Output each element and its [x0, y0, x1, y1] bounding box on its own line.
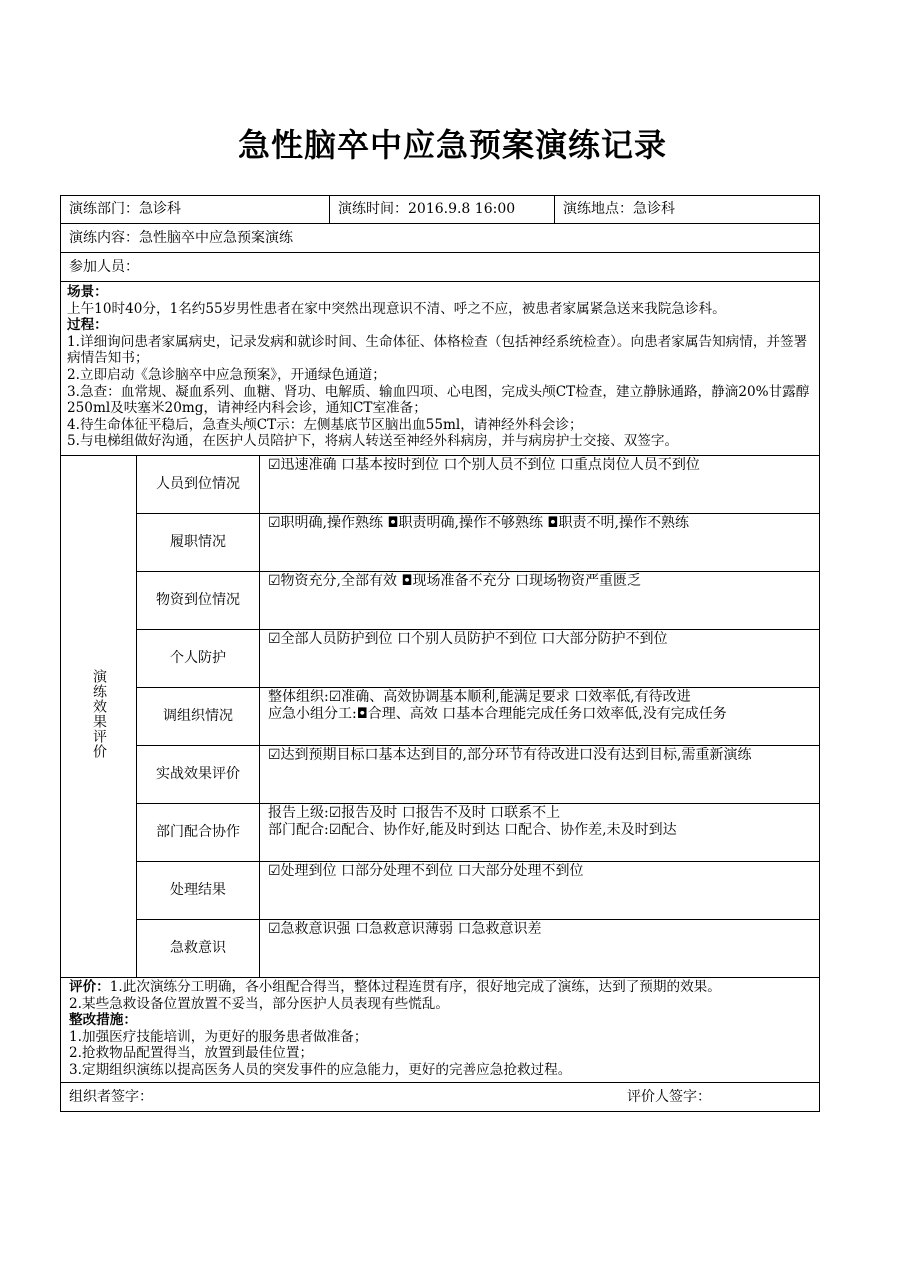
header-row [61, 196, 820, 224]
eval-options [260, 920, 820, 978]
eval-options [260, 804, 820, 862]
location-cell: 演练地点：急诊科 [555, 196, 820, 224]
scenario-cell [61, 282, 820, 456]
department-cell: 演练部门：急诊科 [61, 196, 330, 224]
process-label: 过程： [67, 317, 108, 334]
eval-label: 处理结果 [137, 862, 260, 920]
time-cell: 演练时间：2016.9.8 16:00 [330, 196, 555, 224]
summary-eval-text: 1.此次演练分工明确，各小组配合得当，整体过程连贯有序，很好地完成了演练，达到了预期的效果。 [109, 979, 721, 995]
eval-row [61, 514, 820, 572]
eval-options [260, 572, 820, 630]
eval-option-line: ☑急救意识强 口急救意识薄弱 口急救意识差 [268, 921, 542, 937]
content-row [61, 224, 820, 253]
fix-line: 2.抢救物品配置得当，放置到最佳位置； [69, 1045, 314, 1062]
eval-label: 实战效果评价 [137, 746, 260, 804]
page-title: 急性脑卒中应急预案演练记录 [237, 126, 667, 164]
eval-options [260, 630, 820, 688]
eval-options [260, 862, 820, 920]
eval-option-line: 报告上级:☑报告及时 口报告不及时 口联系不上 [268, 805, 561, 821]
process-step: 3.急查：血常规、凝血系列、血糖、肾功、电解质、输血四项、心电图，完成头颅CT检查，建立静脉通路，静滴20%甘露醇250ml及呋塞米20mg，请神经内科会诊，通知CT室准备； [67, 383, 810, 417]
summary-eval-label: 评价： [69, 979, 110, 995]
eval-label: 部门配合协作 [137, 804, 260, 862]
fix-label: 整改措施： [69, 1012, 137, 1029]
eval-row [61, 862, 820, 920]
eval-option-line: ☑达到预期目标口基本达到目的,部分环节有待改进口没有达到目标,需重新演练 [268, 747, 752, 763]
participants-cell: 参加人员： [61, 253, 820, 282]
eval-option-line: 整体组织:☑准确、高效协调基本顺利,能满足要求 口效率低,有待改进 [268, 689, 691, 705]
drill-record-table [60, 195, 820, 1112]
content-cell: 演练内容：急性脑卒中应急预案演练 [61, 224, 820, 253]
summary-cell [61, 978, 820, 1083]
eval-option-line: ☑物资充分,全部有效 ◘现场准备不充分 口现场物资严重匮乏 [268, 573, 641, 589]
process-step: 2.立即启动《急诊脑卒中应急预案》，开通绿色通道； [67, 366, 386, 383]
eval-option-line: ☑处理到位 口部分处理不到位 口大部分处理不到位 [268, 863, 584, 879]
fix-line: 3.定期组织演练以提高医务人员的突发事件的应急能力，更好的完善应急抢救过程。 [69, 1061, 572, 1078]
organizer-signature: 组织者签字： [69, 1088, 153, 1105]
process-step: 4.待生命体征平稳后，急查头颅CT示：左侧基底节区脑出血55ml，请神经外科会诊； [67, 416, 583, 433]
evaluator-signature: 评价人签字： [627, 1088, 711, 1105]
eval-option-line: ☑迅速准确 口基本按时到位 口个别人员不到位 口重点岗位人员不到位 [268, 457, 700, 473]
eval-row [61, 456, 820, 514]
eval-sidebar-cell [61, 456, 137, 978]
eval-label: 急救意识 [137, 920, 260, 978]
eval-options [260, 456, 820, 514]
eval-option-line: ☑职明确,操作熟练 ◘职责明确,操作不够熟练 ◘职责不明,操作不熟练 [268, 515, 689, 531]
eval-summary-line: 2.某些急救设备位置放置不妥当，部分医护人员表现有些慌乱。 [69, 995, 449, 1012]
summary-row [61, 978, 820, 1083]
eval-options [260, 514, 820, 572]
eval-options [260, 688, 820, 746]
signature-cell [61, 1083, 820, 1112]
eval-row [61, 804, 820, 862]
eval-option-line: 部门配合:☑配合、协作好,能及时到达 口配合、协作差,未及时到达 [268, 822, 677, 838]
eval-label: 人员到位情况 [137, 456, 260, 514]
eval-label: 调组织情况 [137, 688, 260, 746]
participants-row [61, 253, 820, 282]
eval-row [61, 630, 820, 688]
eval-label: 个人防护 [137, 630, 260, 688]
process-step: 5.与电梯组做好沟通，在医护人员陪护下，将病人转送至神经外科病房，并与病房护士交接、双签字。 [67, 433, 679, 450]
eval-row [61, 746, 820, 804]
fix-line: 1.加强医疗技能培训，为更好的服务患者做准备； [69, 1028, 368, 1045]
eval-row [61, 920, 820, 978]
signature-row [61, 1083, 820, 1112]
scenario-row [61, 282, 820, 456]
eval-label: 履职情况 [137, 514, 260, 572]
scenario-text: 上午10时40分，1名约55岁男性患者在家中突然出现意识不清、呼之不应，被患者家属紧急送来我院急诊科。 [67, 300, 726, 317]
eval-option-line: 应急小组分工:◘合理、高效 口基本合理能完成任务口效率低,没有完成任务 [268, 706, 727, 722]
eval-label: 物资到位情况 [137, 572, 260, 630]
eval-sidebar-label: 演练效果评价 [91, 669, 107, 759]
scenario-label: 场景： [67, 284, 108, 300]
process-step: 1.详细询问患者家属病史，记录发病和就诊时间、生命体征、体格检查（包括神经系统检查）。向患者家属告知病情，并签署病情告知书； [67, 333, 808, 367]
eval-summary-line [69, 979, 811, 996]
eval-options [260, 746, 820, 804]
eval-row [61, 688, 820, 746]
eval-row [61, 572, 820, 630]
eval-option-line: ☑全部人员防护到位 口个别人员防护不到位 口大部分防护不到位 [268, 631, 668, 647]
